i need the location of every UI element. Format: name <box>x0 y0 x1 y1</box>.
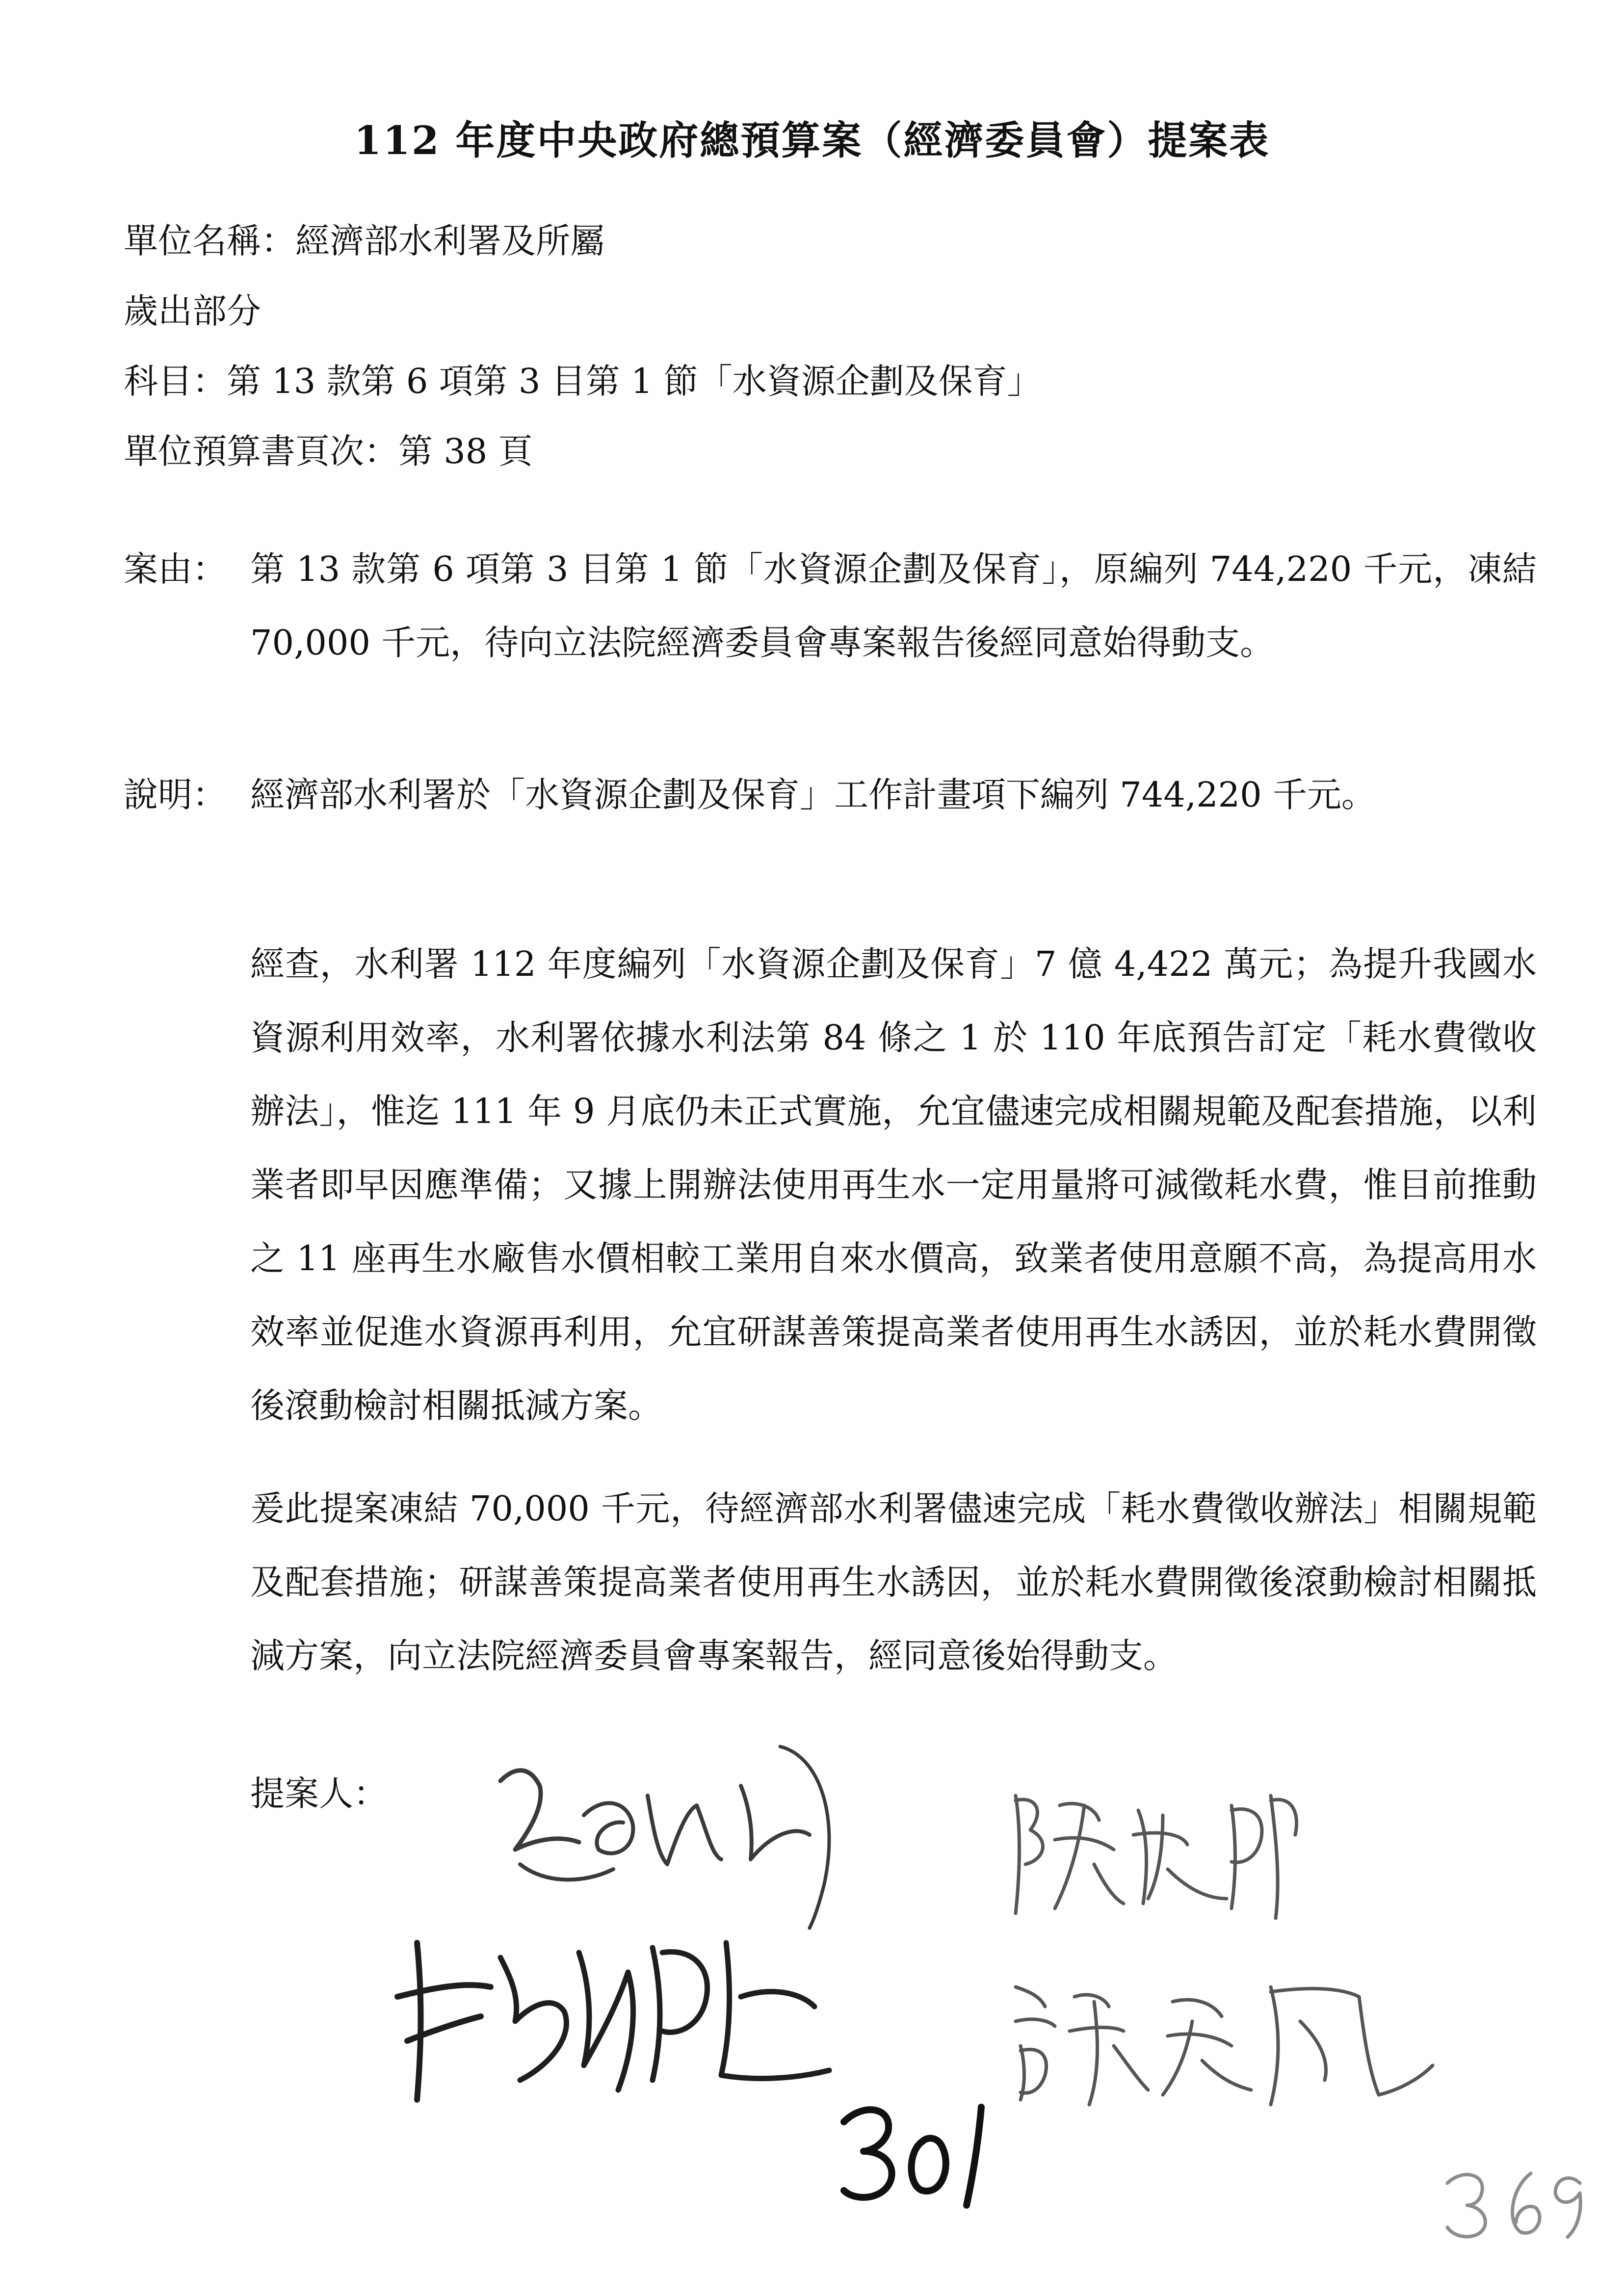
handwritten-page-number <box>834 2087 996 2210</box>
explanation-label: 說明： <box>124 775 227 815</box>
document-meta <box>124 206 1042 487</box>
explanation-paragraph-1: 經查，水利署 112 年度編列「水資源企劃及保育」7 億 4,422 萬元；為提升我國水資源利用效率，水利署依據水利法第 84 條之 1 於 110 年底預告訂定「耗水費徵收辦法」，惟迄 111 年 9 月底仍未正式實施，允宜儘速完成相關規範及配套措施，以利業者即早因應準備；又據上開辦法使用再生水一定用量將可減徵耗水費，惟目前推動之 11 座再生水廠售水價相較工業用自來水價高，致業者使用意願不高，為提高用水效率並促進水資源再利用，允宜研謀善策提高業者使用再生水誘因，並於耗水費開徵後滾動檢討相關抵減方案。 <box>250 944 1537 1426</box>
signature-3 <box>388 1923 854 2114</box>
explanation-paragraph-2: 爰此提案凍結 70,000 千元，待經濟部水利署儘速完成「耗水費徵收辦法」相關規範及配套措施；研謀善策提高業者使用再生水誘因，並於耗水費開徵後滾動檢討相關抵減方案，向立法院經濟委員會專案報告，經同意後始得動支。 <box>250 1488 1537 1676</box>
case-section <box>124 532 1537 679</box>
budget-page-reference: 單位預算書頁次：第 38 頁 <box>124 431 533 471</box>
proposer-label: 提案人： <box>250 1774 388 1814</box>
budget-subject: 科目：第 13 款第 6 項第 3 目第 1 節「水資源企劃及保育」 <box>124 361 1042 401</box>
signature-1 <box>486 1737 859 1943</box>
document-title: 112 年度中央政府總預算案（經濟委員會）提案表 <box>354 117 1270 163</box>
explanation-section <box>124 758 1537 832</box>
case-label: 案由： <box>124 549 227 589</box>
case-text: 第 13 款第 6 項第 3 目第 1 節「水資源企劃及保育」，原編列 744,220 千元，凍結 70,000 千元，待向立法院經濟委員會專案報告後經同意始得動支。 <box>250 549 1537 663</box>
signature-4 <box>1006 1967 1447 2114</box>
budget-section: 歲出部分 <box>124 291 261 331</box>
explanation-intro: 經濟部水利署於「水資源企劃及保育」工作計畫項下編列 744,220 千元。 <box>250 775 1376 815</box>
stamped-page-number <box>1438 2159 1590 2242</box>
signature-2 <box>1001 1776 1305 1923</box>
unit-name: 單位名稱：經濟部水利署及所屬 <box>124 221 604 261</box>
